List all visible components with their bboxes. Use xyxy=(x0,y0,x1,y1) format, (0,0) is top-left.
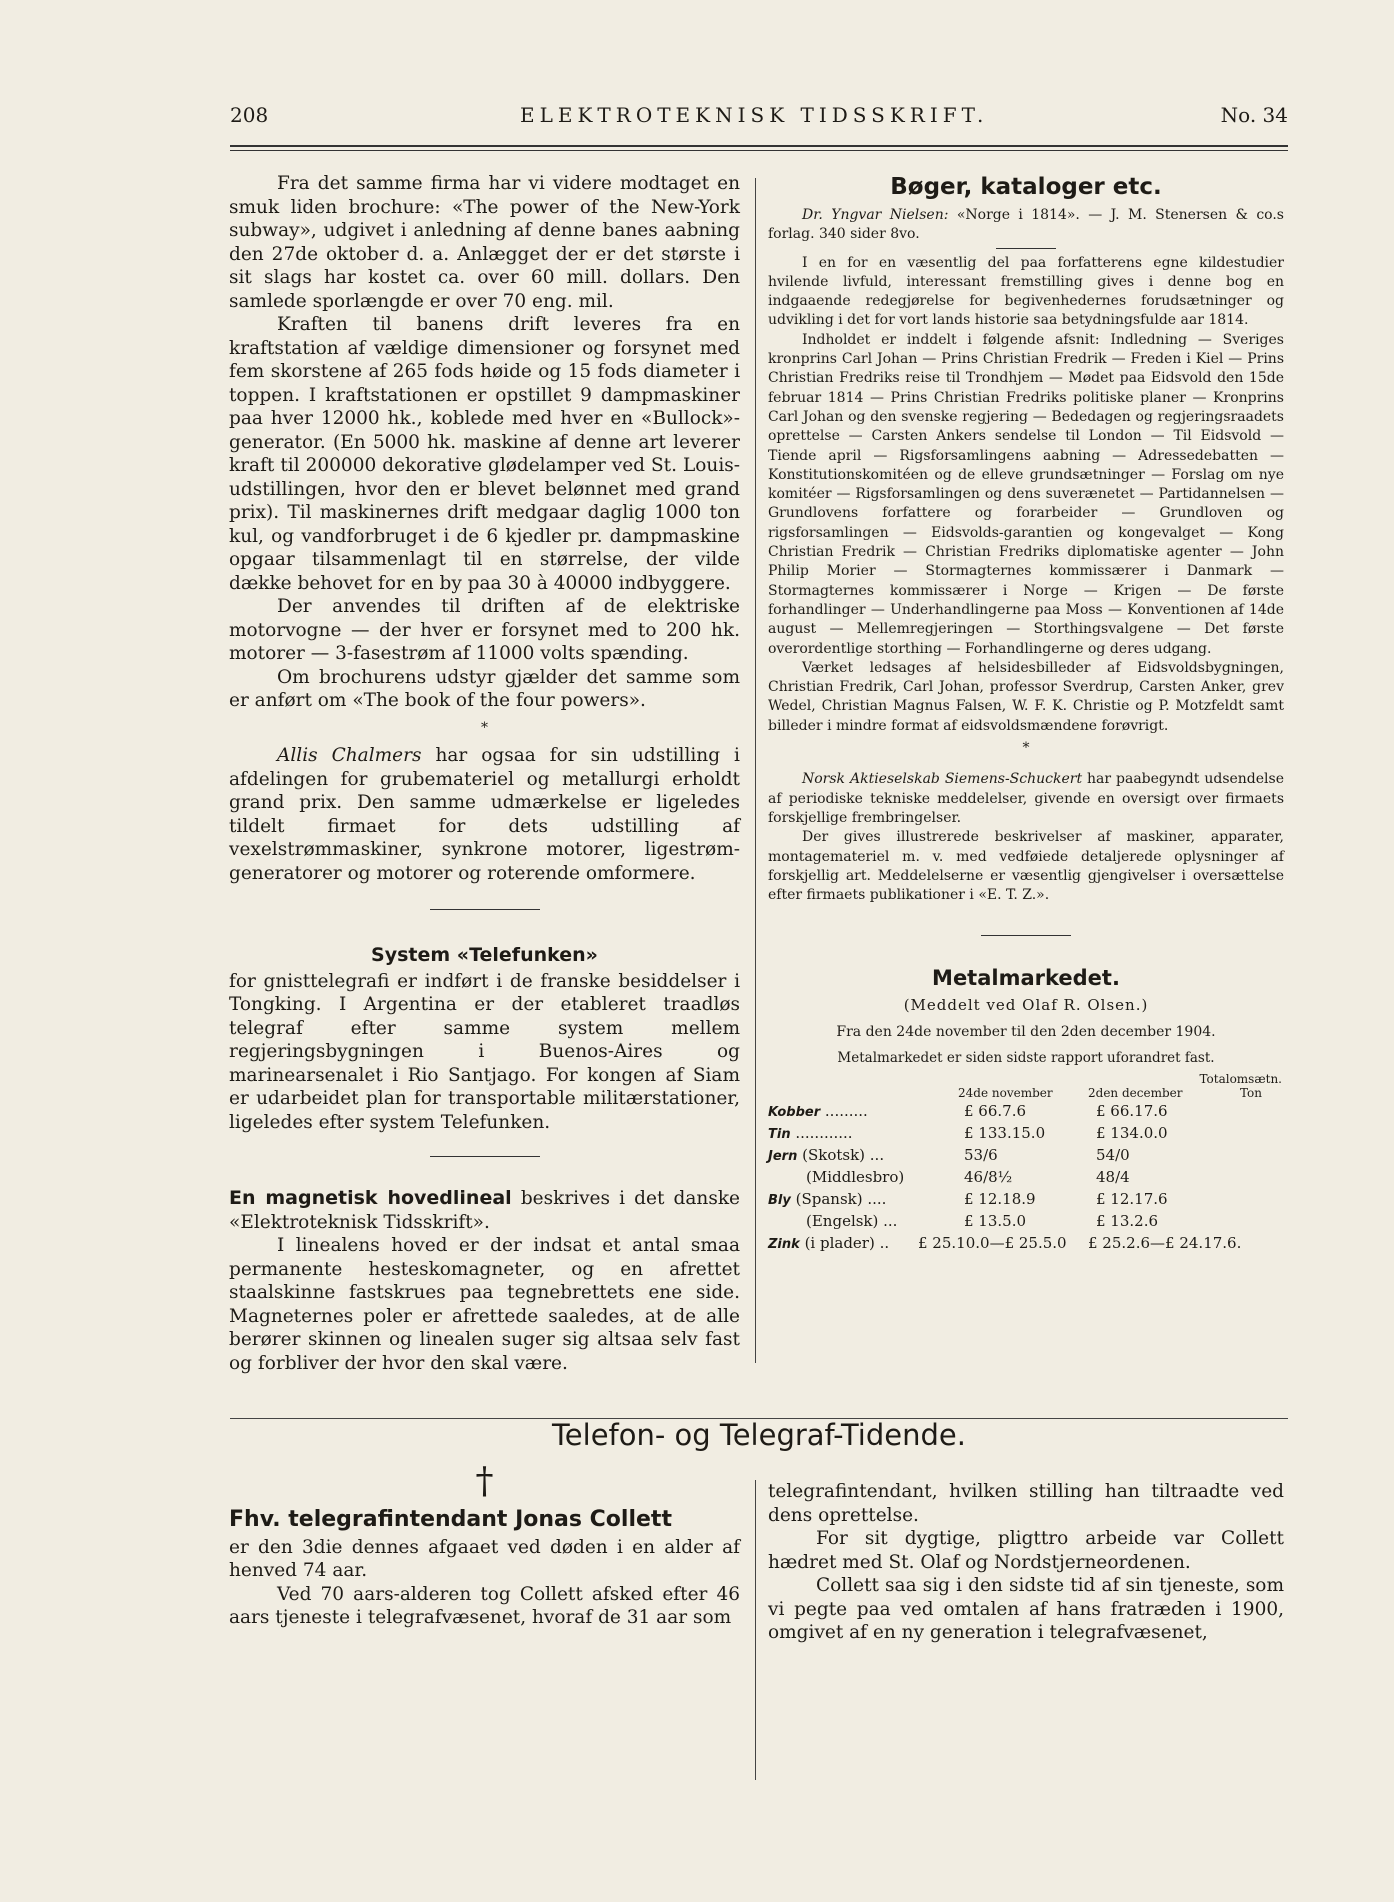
paragraph: Ved 70 aars-alderen tog Collett afsked efter 46 aars tjeneste i telegrafvæsenet, hvoraf de 31 aar som xyxy=(229,1583,740,1628)
column-header: 2den december xyxy=(1088,1086,1183,1101)
metal-row xyxy=(768,1168,1284,1190)
paragraph: Indholdet er inddelt i følgende afsnit: Indledning — Sveriges kronprins Carl Johan — Prins Christian Fredrik — Freden i Kiel — Prins Christian Fredriks reise til Trondhjem — Mødet paa Eidsvold den 15de februar 1814 — Prins Christian Fredriks politiske planer — Kronprins Carl Johan og den svenske regjering — Bededagen og regjeringsraadets oprettelse — Carsten Ankers sendelse til London — Til Eidsvold — Tiende april — Rigsforsamlingens aabning — Adressedebatten — Konstitutionskomitéen og de elleve grundsætninger — Forslag om nye komitéer — Rigsforsamlingen og dens suverænetet — Partidannelsen — Grundlovens forfattere og forarbeider — Grundloven og rigsforsamlingen — Eidsvolds-garantien og kongevalget — Kong Christian Fredrik — Christian Fredriks diplomatiske agenter — John Philip Morier — Stormagternes kommissærer i Danmark — Stormagternes kommissærer i Norge — Krigen — De første forhandlinger — Underhandlingerne paa Moss — Konventionen af 14de august — Mellemregjeringen — Storthingsvalgene — Det første overordentlige storthing — Forhandlingerne og deres udgang. xyxy=(768,331,1284,657)
column-divider-bottom xyxy=(755,1480,756,1780)
price-2-dec: £ 134.0.0 xyxy=(1096,1124,1168,1143)
paragraph: I linealens hoved er der indsat et antal smaa permanente hesteskomagneter, og en afrettet staalskinne fastskrues paa tegnebrettets ene side. Magneternes poler er afrettede saaledes, at de alle berører skinnen og linealen suger sig altsaa selv fast og forbliver der hvor den skal være. xyxy=(229,1235,740,1374)
metal-name: Kobber ......... xyxy=(768,1102,868,1121)
metal-row xyxy=(768,1212,1284,1234)
price-2-dec: £ 12.17.6 xyxy=(1096,1190,1168,1209)
header-rule xyxy=(230,145,1288,147)
section-rule xyxy=(430,1156,540,1157)
bottom-left-column xyxy=(229,1460,740,1630)
paragraph: Om brochurens udstyr gjælder det samme som er anført om «The book of the four powers». xyxy=(229,666,740,711)
paragraph: Collett saa sig i den sidste tid af sin tjeneste, som vi pegte paa ved omtalen af hans fratræden i 1900, omgivet af en ny generation i telegrafvæsenet, xyxy=(768,1575,1284,1643)
company-name: Norsk Aktieselskab Siemens-Schuckert xyxy=(802,771,1083,788)
magnet-heading: En magnetisk hovedlineal xyxy=(229,1187,512,1209)
paragraph: Der gives illustrerede beskrivelser af maskiner, apparater, montagemateriel m. v. med vedføiede detaljerede oplysninger af forskjellig art. Meddelelserne er væsentlig gjengivelser i oversættelse efter firmaets publikationer i «E. T. Z.». xyxy=(768,829,1284,904)
section-title: Telefon- og Telegraf-Tidende. xyxy=(552,1418,966,1452)
metal-row xyxy=(768,1146,1284,1168)
bottom-right-column xyxy=(768,1480,1284,1645)
paragraph: Allis Chalmers har ogsaa for sin udstilling i afdelingen for grubemateriel og metallurgi erholdt grand prix. Den samme udmærkelse er ligeledes tildelt firmaet for dets udstilling af vexelstrømmaskiner, synkrone motorer, ligestrøm-generatorer og motorer og roterende omformere. xyxy=(229,745,740,884)
price-2-dec: £ 13.2.6 xyxy=(1096,1212,1159,1231)
price-24-nov: £ 12.18.9 xyxy=(964,1190,1036,1209)
paragraph: Kraften til banens drift leveres fra en kraftstation af vældige dimensioner og forsynet med fem skorstene af 265 fods høide og 15 fods diameter i toppen. I kraftstationen er opstillet 9 dampmaskiner paa hver 12000 hk., koblede med hver en «Bullock»-generator. (En 5000 hk. maskine af denne art leverer kraft til 200000 dekorative glødelamper ved St. Louis-udstillingen, hvor den er blevet belønnet med grand prix). Til maskinernes drift medgaar daglig 1000 ton kul, og vandforbruget i de 6 kjedler pr. dampmaskine opgaar tilsammenlagt til en størrelse, der vilde dække behovet for en by paa 30 à 40000 indbyggere. xyxy=(229,314,740,594)
column-header: Ton xyxy=(1239,1086,1262,1101)
paragraph: Dr. Yngvar Nielsen: «Norge i 1814». — J. M. Stenersen & co.s forlag. 340 sider 8vo. xyxy=(768,207,1284,243)
metal-heading: Metalmarkedet. xyxy=(932,966,1120,991)
paragraph: En magnetisk hovedlineal beskrives i det danske «Elektroteknisk Tidsskrift». xyxy=(229,1187,740,1233)
price-2-dec: £ 66.17.6 xyxy=(1096,1102,1168,1121)
metal-name: Zink (i plader) .. xyxy=(768,1234,890,1253)
column-header: Totalomsætn. xyxy=(1199,1072,1282,1087)
price-2-dec: £ 25.2.6—£ 24.17.6. xyxy=(1088,1234,1242,1253)
cross-icon: † xyxy=(475,1461,494,1502)
metal-row xyxy=(768,1234,1284,1256)
paragraph: For sit dygtige, pligttro arbeide var Collett hædret med St. Olaf og Nordstjerneordenen. xyxy=(768,1528,1284,1573)
column-header: 24de november xyxy=(958,1086,1053,1101)
column-divider xyxy=(755,178,756,1363)
left-column xyxy=(229,172,740,1375)
metal-subheading: (Meddelt ved Olaf R. Olsen.) xyxy=(903,996,1149,1015)
metal-table xyxy=(768,1102,1284,1256)
metal-period: Fra den 24de november til den 2den december 1904. xyxy=(836,1024,1216,1041)
price-24-nov: £ 66.7.6 xyxy=(964,1102,1027,1121)
price-24-nov: 46/8½ xyxy=(964,1168,1013,1187)
book-author: Dr. Yngvar Nielsen: xyxy=(802,207,949,223)
obituary-heading: Fhv. telegrafintendant Jonas Collett xyxy=(229,1507,672,1532)
paragraph: Fra det samme firma har vi videre modtaget en smuk liden brochure: «The power of the New-York subway», udgivet i anledning af denne banes aabning den 27de oktober d. a. Anlægget der er det største i sit slags har kostet ca. over 60 mill. dollars. Den samlede sporlængde er over 70 eng. mil. xyxy=(229,173,740,312)
metal-row xyxy=(768,1190,1284,1212)
metal-name: Jern (Skotsk) ... xyxy=(768,1146,885,1165)
page-number: 208 xyxy=(230,103,269,127)
books-section xyxy=(768,206,1284,905)
paragraph: Værket ledsages af helsidesbilleder af Eidsvoldsbygningen, Christian Fredrik, Carl Johan, professor Sverdrup, Carsten Anker, grev Wedel, Christian Magnus Falsen, W. F. K. Christie og P. Motzfeldt samt billeder i mindre format af eidsvoldsmændene forøvrigt. xyxy=(768,659,1284,734)
section-rule xyxy=(981,935,1071,936)
header-rule-thin xyxy=(230,150,1288,151)
metal-name: Bly (Spansk) .... xyxy=(768,1190,887,1209)
right-column xyxy=(768,174,1284,1256)
price-24-nov: £ 13.5.0 xyxy=(964,1212,1027,1231)
paragraph: er den 3die dennes afgaaet ved døden i en alder af henved 74 aar. xyxy=(229,1536,740,1581)
paragraph: telegrafintendant, hvilken stilling han tiltraadte ved dens oprettelse. xyxy=(768,1481,1284,1526)
separator-asterisk: * xyxy=(481,719,488,736)
journal-title: ELEKTROTEKNISK TIDSSKRIFT. xyxy=(520,103,989,127)
price-24-nov: £ 25.10.0—£ 25.5.0 xyxy=(918,1234,1067,1253)
metal-name: Tin ............ xyxy=(768,1124,853,1143)
short-rule xyxy=(996,248,1056,249)
price-24-nov: £ 133.15.0 xyxy=(964,1124,1046,1143)
price-24-nov: 53/6 xyxy=(964,1146,998,1165)
price-2-dec: 48/4 xyxy=(1096,1168,1130,1187)
metal-row xyxy=(768,1124,1284,1146)
metal-row xyxy=(768,1102,1284,1124)
section-rule xyxy=(430,909,540,910)
books-heading: Bøger, kataloger etc. xyxy=(890,174,1162,200)
paragraph: Norsk Aktieselskab Siemens-Schuckert har paabegyndt udsendelse af periodiske tekniske meddelelser, givende en oversigt over firmaets forskjellige frembringelser. xyxy=(768,771,1284,826)
paragraph: for gnisttelegrafi er indført i de franske besiddelser i Tongking. I Argentina er der etableret traadløs telegraf efter samme system mellem regjeringsbygningen i Buenos-Aires og marinearsenalet i Rio Santjago. For kongen af Siam er udarbeidet plan for transportable militærstationer, ligeledes efter system Telefunken. xyxy=(229,970,740,1133)
running-header xyxy=(230,103,1288,133)
separator-asterisk: * xyxy=(1022,740,1030,757)
metal-name: (Middlesbro) xyxy=(806,1168,905,1187)
metal-name: (Engelsk) ... xyxy=(806,1212,898,1231)
metal-note: Metalmarkedet er siden sidste rapport uforandret fast. xyxy=(837,1050,1215,1067)
issue-number: No. 34 xyxy=(1220,103,1288,127)
price-2-dec: 54/0 xyxy=(1096,1146,1130,1165)
company-name: Allis Chalmers xyxy=(277,745,422,766)
paragraph: I en for en væsentlig del paa forfatterens egne kildestudier hvilende livfuld, interessant fremstilling gives i denne bog en indgaaende redegjørelse for begivenhedernes forudsætninger og udvikling i det for vort lands historie saa betydningsfulde aar 1814. xyxy=(768,254,1284,329)
paragraph: Der anvendes til driften af de elektriske motorvogne — der hver er forsynet med to 200 hk. motorer — 3-fasestrøm af 11000 volts spænding. xyxy=(229,596,740,664)
telefunken-heading: System «Telefunken» xyxy=(371,944,598,966)
metal-table-header xyxy=(768,1072,1284,1102)
